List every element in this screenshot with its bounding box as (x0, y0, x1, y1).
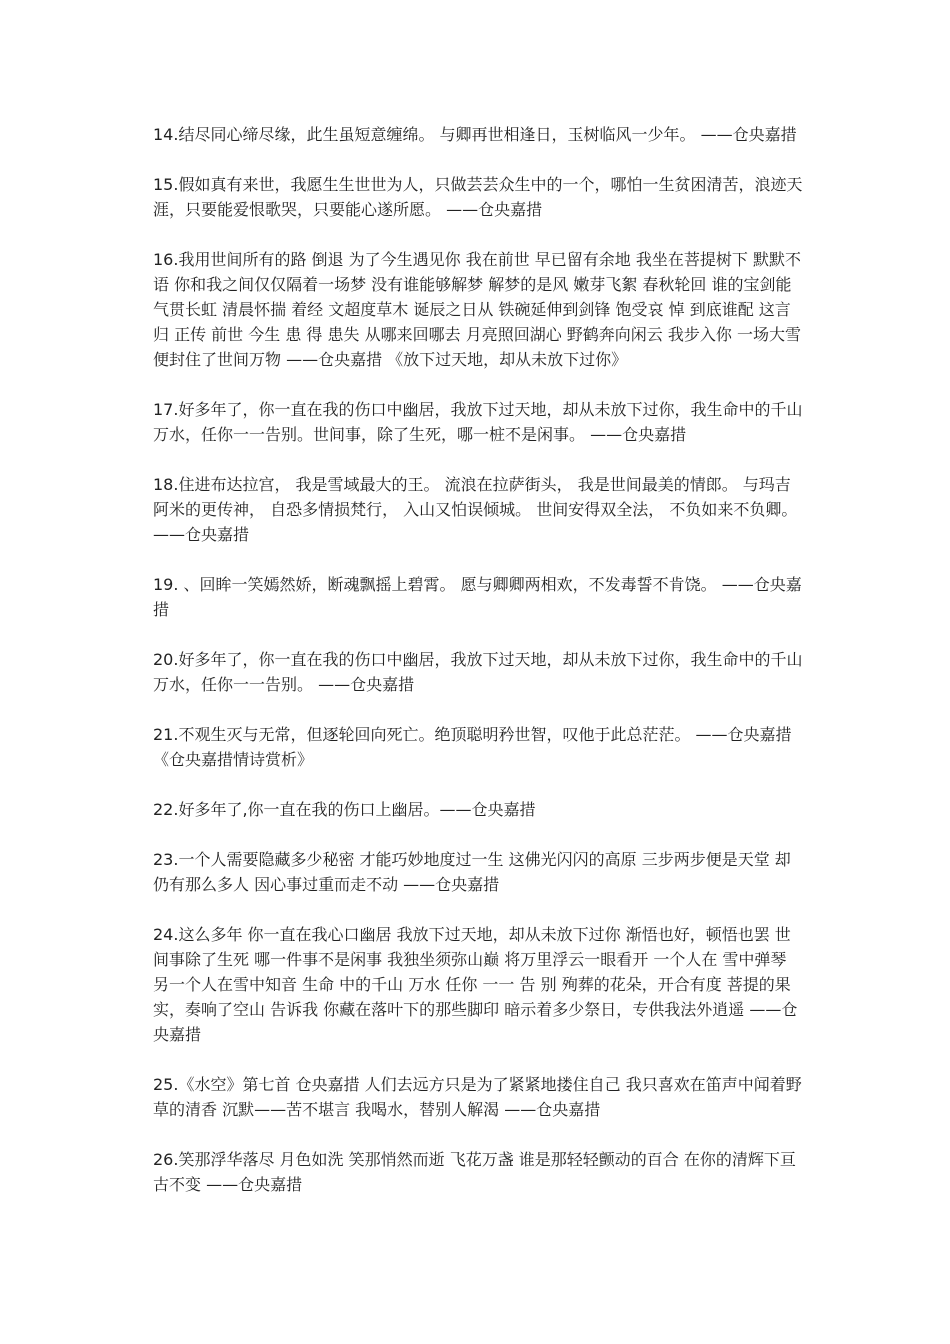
quote-entry-17: 17.好多年了，你一直在我的伤口中幽居，我放下过天地，却从未放下过你，我生命中的千山万水，任你一一告别。世间事，除了生死，哪一桩不是闲事。 ——仓央嘉措 (153, 400, 803, 444)
quote-entry-24: 24.这么多年 你一直在我心口幽居 我放下过天地，却从未放下过你 渐悟也好，顿悟也罢 世间事除了生死 哪一件事不是闲事 我独坐须弥山巅 将万里浮云一眼看开 一个人在 雪中弹琴 另一个人在雪中知音 生命 中的千山 万水 任你 一一 告 别 殉葬的花朵，开合有度 菩提的果实，奏响了空山 告诉我 你藏在落叶下的那些脚印 暗示着多少祭日，专供我法外逍遥 ——仓央嘉措 (153, 925, 798, 1044)
quote-entry-26: 26.笑那浮华落尽 月色如洗 笑那悄然而逝 飞花万盏 谁是那轻轻颤动的百合 在你的清辉下亘古不变 ——仓央嘉措 (153, 1150, 796, 1194)
quote-entry-14: 14.结尽同心缔尽缘，此生虽短意缠绵。 与卿再世相逢日，玉树临风一少年。 ——仓央嘉措 (153, 125, 797, 144)
quote-entry-22: 22.好多年了,你一直在我的伤口上幽居。——仓央嘉措 (153, 800, 536, 819)
quote-entry-23: 23.一个人需要隐藏多少秘密 才能巧妙地度过一生 这佛光闪闪的高原 三步两步便是天堂 却仍有那么多人 因心事过重而走不动 ——仓央嘉措 (153, 850, 791, 894)
quote-entry-18: 18.住进布达拉宫， 我是雪域最大的王。 流浪在拉萨街头， 我是世间最美的情郎。 与玛吉阿米的更传神， 自恐多情损梵行， 入山又怕误倾城。 世间安得双全法， 不负如来不负卿。 ——仓央嘉措 (153, 475, 798, 544)
quote-entry-15: 15.假如真有来世，我愿生生世世为人，只做芸芸众生中的一个，哪怕一生贫困清苦，浪迹天涯，只要能爱恨歌哭，只要能心遂所愿。 ——仓央嘉措 (153, 175, 803, 219)
quote-entry-16: 16.我用世间所有的路 倒退 为了今生遇见你 我在前世 早已留有余地 我坐在菩提树下 默默不语 你和我之间仅仅隔着一场梦 没有谁能够解梦 解梦的是风 嫩芽飞絮 春秋轮回 谁的宝剑能气贯长虹 清晨怀揣 着经 文超度草木 诞辰之日从 铁碗延伸到剑锋 饱受哀 悼 到底谁配 这言归 正传 前世 今生 患 得 患失 从哪来回哪去 月亮照回湖心 野鹤奔向闲云 我步入你 一场大雪便封住了世间万物 ——仓央嘉措 《放下过天地，却从未放下过你》 (153, 250, 801, 369)
document-body (153, 122, 803, 1222)
quote-entry-20: 20.好多年了，你一直在我的伤口中幽居，我放下过天地，却从未放下过你，我生命中的千山万水，任你一一告别。 ——仓央嘉措 (153, 650, 803, 694)
quote-entry-21: 21.不观生灭与无常，但逐轮回向死亡。绝顶聪明矜世智，叹他于此总茫茫。 ——仓央嘉措 《仓央嘉措情诗赏析》 (153, 725, 792, 769)
quote-entry-19: 19. 、回眸一笑嫣然娇，断魂飘摇上碧霄。 愿与卿卿两相欢，不发毒誓不肯饶。 ——仓央嘉措 (153, 575, 802, 619)
quote-entry-25: 25.《水空》第七首 仓央嘉措 人们去远方只是为了紧紧地搂住自己 我只喜欢在笛声中闻着野草的清香 沉默——苦不堪言 我喝水，替别人解渴 ——仓央嘉措 (153, 1075, 802, 1119)
